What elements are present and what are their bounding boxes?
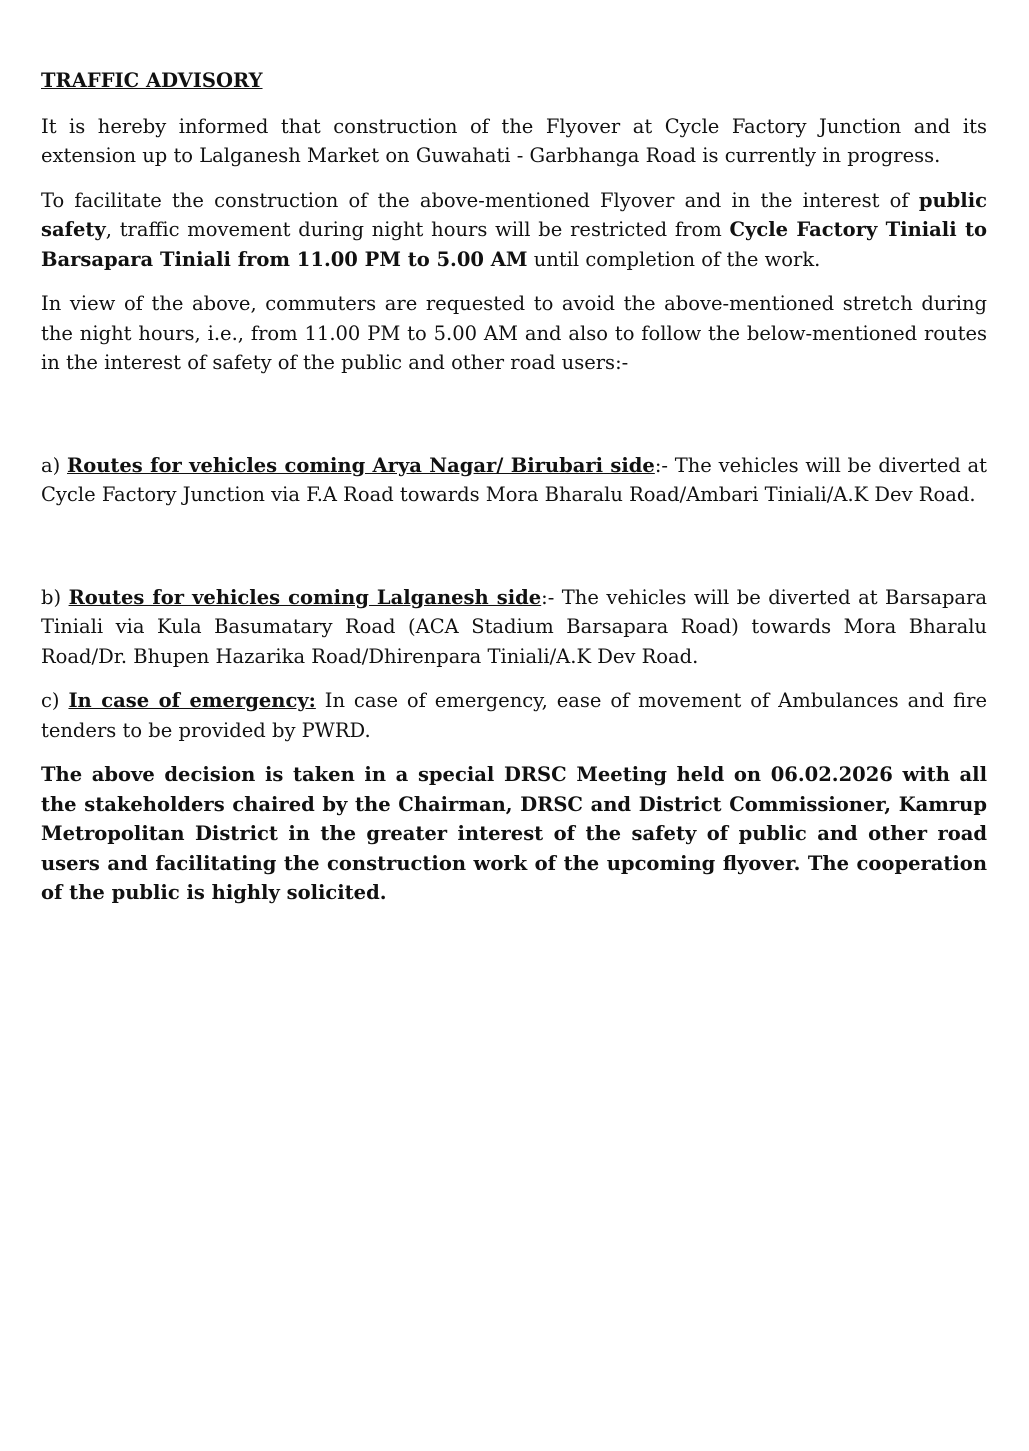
route-c-heading: In case of emergency: [68,689,316,712]
closing-paragraph: The above decision is taken in a special DRSC Meeting held on 06.02.2026 with all the stakeholders chaired by the Chairman, DRSC and District Commissioner, Kamrup Metropolitan District in the greater interest of the safety of public and other road users and facilitating the construction work of the upcoming flyover. The cooperation of the public is highly solicited. [41,763,987,904]
restriction-text-1: To facilitate the construction of the above-mentioned Flyover and in the interest of [41,188,919,212]
advisory-title: TRAFFIC ADVISORY [41,69,263,92]
restriction-text-3: until completion of the work. [527,247,821,271]
commuter-request-paragraph: In view of the above, commuters are requested to avoid the above-mentioned stretch during the night hours, i.e., from 11.00 PM to 5.00 AM and also to follow the below-mentioned routes in the interest of safety of the public and other road users:- [41,292,987,374]
route-c-text: In case of emergency, ease of movement of Ambulances and fire tenders to be provided by PWRD. [41,689,988,742]
route-b-prefix: b) [41,585,69,609]
spacer [41,393,987,451]
spacer [41,525,987,583]
route-a-prefix: a) [41,453,67,477]
route-b-paragraph [41,583,987,672]
route-c-paragraph [41,686,987,745]
route-a-text: :- The vehicles will be diverted at Cycle Factory Junction via F.A Road towards Mora Bharalu Road/Ambari Tiniali/A.K Dev Road. [41,453,988,506]
route-c-prefix: c) [41,689,69,712]
route-a-paragraph [41,451,987,510]
advisory-document [41,66,987,923]
intro-paragraph: It is hereby informed that construction of the Flyover at Cycle Factory Junction and its extension up to Lalganesh Market on Guwahati - Garbhanga Road is currently in progress. [41,114,987,167]
route-a-heading: Routes for vehicles coming Arya Nagar/ Birubari side [67,453,655,477]
route-b-heading: Routes for vehicles coming Lalganesh side [68,585,542,609]
restriction-text-2: , traffic movement during night hours will be restricted from [105,218,730,241]
restriction-bold-2: Cycle Factory Tiniali to Barsapara Tiniali from 11.00 PM to 5.00 AM [41,218,987,271]
restriction-paragraph [41,186,987,275]
route-b-text: :- The vehicles will be diverted at Barsapara Tiniali via Kula Basumatary Road (ACA Stadium Barsapara Road) towards Mora Bharalu Road/Dr. Bhupen Hazarika Road/Dhirenpara Tiniali/A.K Dev Road. [41,585,987,668]
restriction-bold-1: public safety [41,188,987,241]
